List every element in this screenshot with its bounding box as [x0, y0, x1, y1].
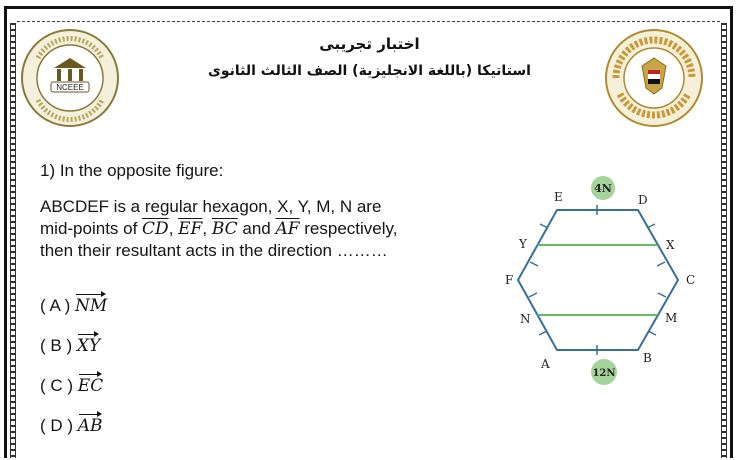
midpoint-y-label: Y	[519, 237, 527, 251]
frame-right-border	[721, 23, 727, 458]
option-c-vector: EC	[78, 371, 103, 397]
exam-subtitle: استاتيكا (باللغة الانجليزية) الصف الثالث الثانوى	[208, 63, 531, 79]
option-c[interactable]	[40, 371, 103, 397]
force-12n-label: 12N	[592, 368, 616, 379]
tick-marks	[529, 205, 666, 355]
option-a[interactable]	[40, 291, 107, 317]
option-c-label: ( C )	[40, 376, 78, 395]
segment-af: $\overline{AF}$	[275, 219, 300, 239]
line2-prefix: mid-points of	[40, 219, 143, 238]
vertex-a-label: A	[541, 357, 550, 371]
vertex-e-label: E	[554, 190, 563, 204]
line2-and: and	[237, 219, 276, 238]
option-a-label: ( A )	[40, 296, 75, 315]
ncee-logo-text: NCEEE	[56, 83, 84, 92]
vertex-c-label: C	[686, 273, 696, 287]
hexagon-figure	[478, 160, 718, 390]
exam-title: اختبار تجريبى	[319, 35, 420, 53]
vertex-f-label: F	[505, 273, 514, 287]
frame-dashed-rule	[17, 21, 720, 22]
midpoint-n-label: N	[520, 312, 531, 326]
segment-cd: $\overline{CD}$	[142, 219, 169, 239]
option-b-label: ( B )	[40, 336, 77, 355]
segment-bc: $\overline{BC}$	[211, 219, 238, 239]
option-a-vector: NM	[75, 291, 107, 317]
question-line-1: ABCDEF is a regular hexagon, X, Y, M, N are	[40, 197, 382, 216]
segment-ef: $\overline{EF}$	[178, 219, 203, 239]
line2-suffix: respectively,	[299, 219, 398, 238]
option-b[interactable]	[40, 331, 100, 357]
option-d-vector: AB	[78, 411, 103, 437]
question-line-2: mid-points of $\overline{CD}$, $\overline{EF}$, $\overline{BC}$ and $\overline{AF}$ respectively,	[40, 219, 398, 239]
question-intro: 1) In the opposite figure:	[40, 161, 224, 180]
option-d-label: ( D )	[40, 416, 78, 435]
midpoint-x-label: X	[666, 238, 675, 252]
ncee-logo	[20, 28, 120, 128]
midpoint-m-label: M	[665, 311, 678, 325]
hexagon-outline	[518, 210, 678, 350]
question-line-3: then their resultant acts in the direction ………	[40, 241, 388, 260]
vertex-d-label: D	[638, 193, 648, 207]
frame-left-border	[10, 23, 16, 458]
option-b-vector: XY	[77, 331, 100, 357]
question-body	[40, 196, 480, 262]
vertex-b-label: B	[643, 351, 652, 365]
option-d[interactable]	[40, 411, 103, 437]
ministry-logo	[604, 28, 704, 128]
force-4n-label: 4N	[594, 182, 612, 195]
